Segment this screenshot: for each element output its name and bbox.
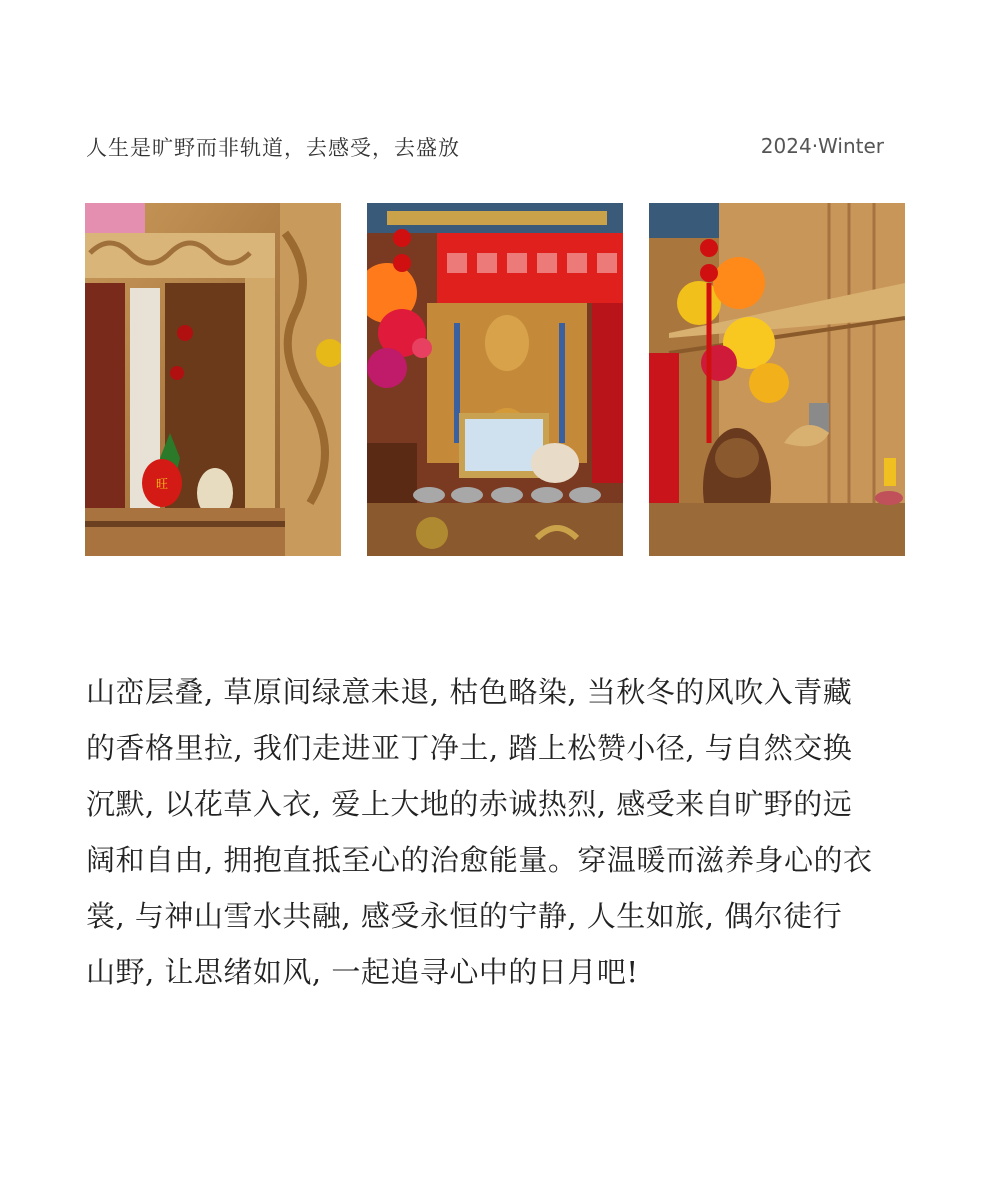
buddha-altar-photo: [367, 203, 623, 556]
body-line: 阔和自由, 拥抱直抵至心的治愈能量。穿温暖而滋养身心的衣: [86, 843, 873, 877]
shrine-wood-carving-photo: [85, 203, 341, 556]
svg-text:旺: 旺: [155, 477, 169, 491]
header: [86, 132, 886, 164]
body-line: 的香格里拉, 我们走进亚丁净土, 踏上松赞小径, 与自然交换: [86, 731, 853, 765]
season-label: 2024·Winter: [760, 134, 884, 158]
body-line: 山野, 让思绪如风, 一起追寻心中的日月吧!: [86, 955, 639, 989]
altar-flowers-shelf-photo: [649, 203, 905, 556]
body-line: 裳, 与神山雪水共融, 感受永恒的宁静, 人生如旅, 偶尔徒行: [86, 899, 843, 933]
body-line: 沉默, 以花草入衣, 爱上大地的赤诚热烈, 感受来自旷野的远: [86, 787, 853, 821]
body-paragraph: [86, 664, 911, 1000]
tagline: 人生是旷野而非轨道，去感受，去盛放: [86, 136, 460, 160]
photo-row: [85, 203, 906, 556]
body-line: 山峦层叠, 草原间绿意未退, 枯色略染, 当秋冬的风吹入青藏: [86, 675, 853, 709]
